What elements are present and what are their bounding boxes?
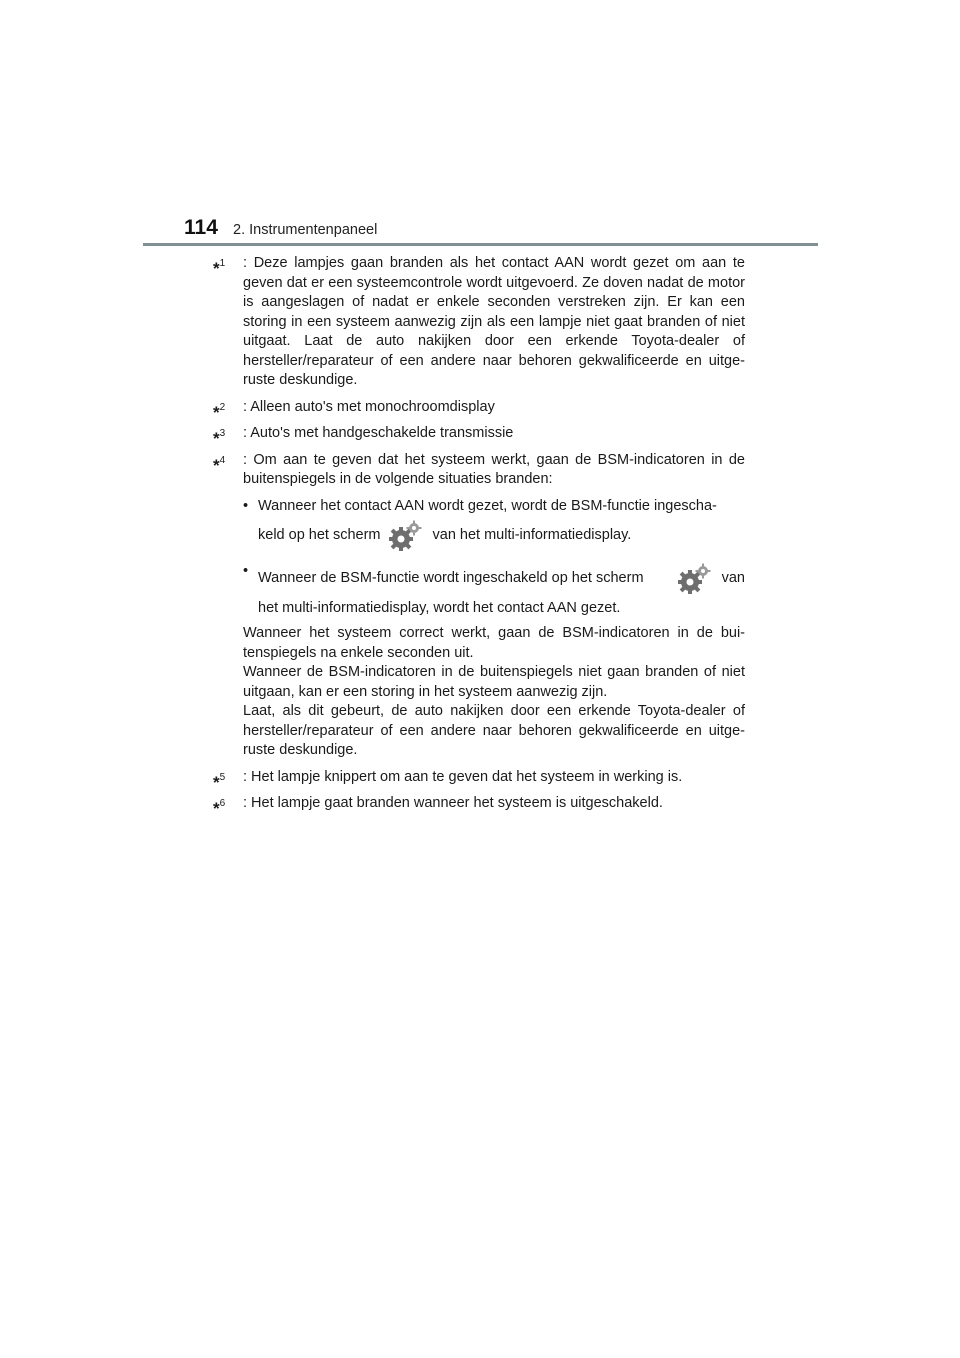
paragraph: Laat, als dit gebeurt, de auto nakijken door een erkende Toyota-dealer of hersteller/reparateur of een andere naar behoren gekwalificeerde en uitge-ruste deskundige. — [243, 703, 745, 758]
footnote-5 — [213, 768, 745, 792]
bullet-text: van — [721, 569, 745, 586]
footnote-paragraphs — [243, 624, 745, 761]
bullet-text: Wanneer de BSM-functie wordt ingeschakeld op het scherm — [258, 569, 644, 586]
settings-gear-icon — [387, 519, 427, 553]
page-number: 114 — [184, 216, 218, 239]
footnote-6 — [213, 794, 745, 818]
footnote-text: : Het lampje gaat branden wanneer het systeem is uitgeschakeld. — [243, 795, 663, 811]
footnote-text: : Het lampje knippert om aan te geven dat het systeem in werking is. — [243, 768, 683, 785]
bullet-dot: • — [243, 562, 249, 579]
footnotes-section — [213, 254, 745, 818]
bullet-text: het multi-informatiedisplay, wordt het contact AAN gezet. — [258, 599, 621, 616]
footnote-text: : Om aan te geven dat het systeem werkt, gaan de BSM-indicatoren in de buitenspiegels in de volgende situaties branden: — [243, 451, 745, 487]
footnote-marker: *$^3$ — [213, 428, 226, 448]
footnote-marker: *$^1$ — [213, 258, 226, 278]
footnote-marker: *$^6$ — [213, 798, 226, 818]
settings-gear-icon — [676, 562, 716, 596]
footnote-marker: *$^5$ — [213, 771, 226, 792]
paragraph: Wanneer de BSM-indicatoren in de buitenspiegels niet gaan branden of niet uitgaan, kan er een storing in het systeem aanwezig zijn. — [243, 664, 745, 700]
paragraph: Wanneer het systeem correct werkt, gaan de BSM-indicatoren in de bui-tenspiegels na enkele seconden uit. — [243, 625, 745, 661]
footnote-text: : Alleen auto's met monochroomdisplay — [243, 398, 495, 415]
bullet-text: keld op het scherm — [258, 527, 381, 544]
bullet-text: Wanneer het contact AAN wordt gezet, wordt de BSM-functie ingescha- — [258, 497, 717, 514]
footnote-marker: *$^2$ — [213, 401, 226, 422]
footnote-1 — [213, 254, 745, 391]
bullet-item — [243, 497, 745, 555]
footnote-3 — [213, 424, 745, 448]
section-title: 2. Instrumentenpaneel — [233, 222, 378, 238]
footnote-text: : Deze lampjes gaan branden als het contact AAN wordt gezet om aan te geven dat er een systeemcontrole wordt uitgevoerd. Ze doven nadat de motor is aangeslagen of nadat er enkele seconden verstreken zijn. Er kan een storing in een systeem aanwezig zijn als een lampje niet gaat branden of niet uitgaat. Laat de auto nakijken door een erkende Toyota-dealer of hersteller/reparateur of een andere naar behoren gekwalificeerde en uitge-ruste deskundige. — [243, 255, 745, 388]
footnote-4 — [213, 451, 745, 761]
header-divider — [143, 243, 818, 246]
footnote-2 — [213, 398, 745, 422]
bullet-item — [243, 562, 745, 619]
bullet-text: van het multi-informatiedisplay. — [432, 527, 632, 544]
footnote-text: : Auto's met handgeschakelde transmissie — [243, 425, 514, 441]
footnote-marker: *$^4$ — [213, 454, 226, 475]
bullet-dot: • — [243, 497, 249, 514]
